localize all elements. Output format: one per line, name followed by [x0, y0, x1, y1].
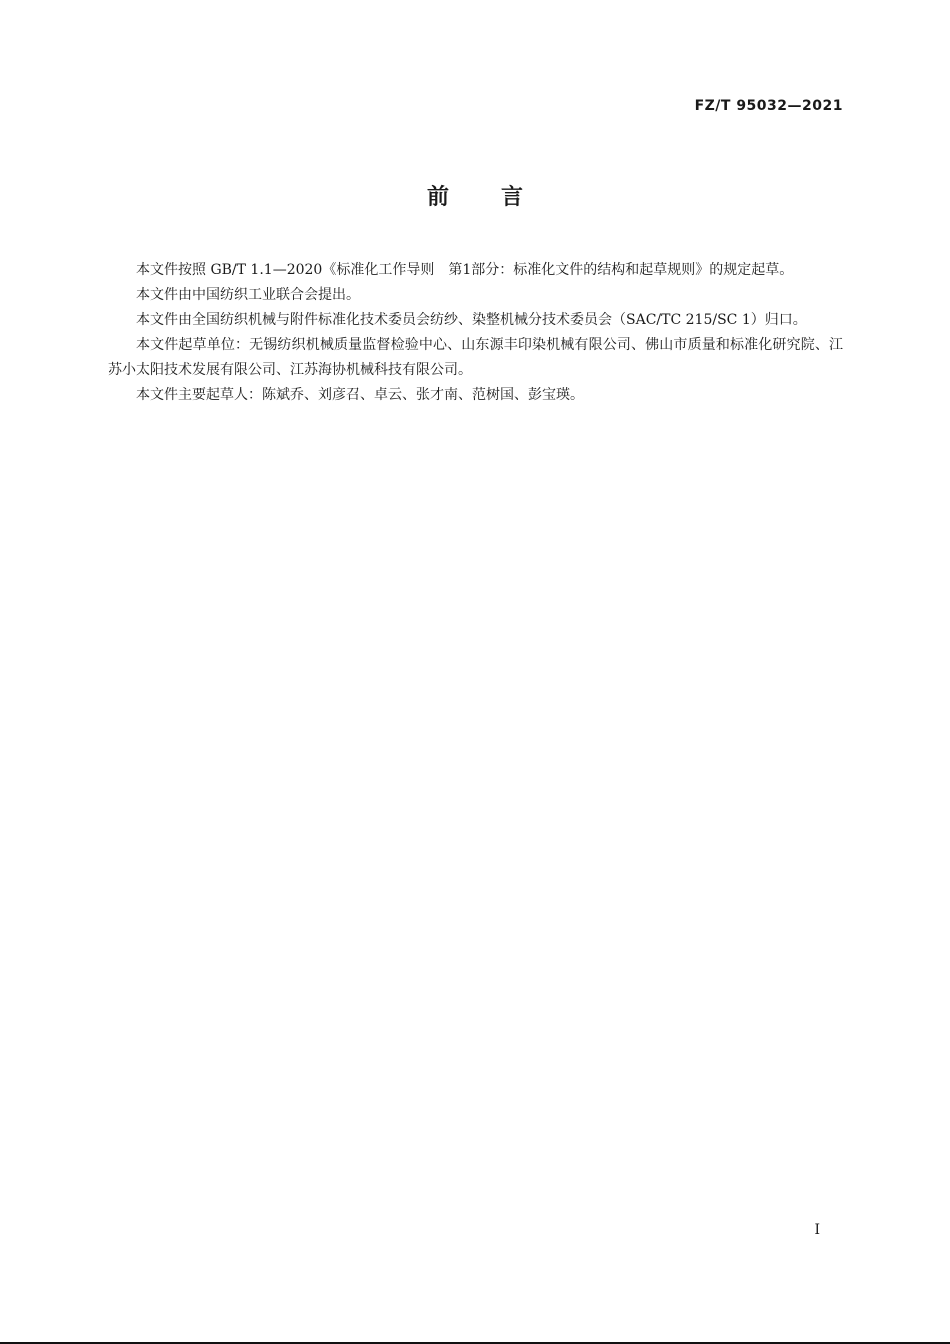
preface-body [108, 258, 843, 408]
paragraph-responsible-committee: 本文件由全国纺织机械与附件标准化技术委员会纺纱、染整机械分技术委员会（SAC/TC 215/SC 1）归口。 [136, 312, 807, 328]
document-code: FZ/T 95032—2021 [694, 98, 843, 114]
page-title: 前言 [426, 185, 575, 210]
paragraph-drafting-rules: 本文件按照 GB/T 1.1—2020《标准化工作导则 第1部分：标准化文件的结构和起草规则》的规定起草。 [136, 262, 794, 278]
paragraph-main-drafters: 本文件主要起草人：陈斌乔、刘彦召、卓云、张才南、范树国、彭宝瑛。 [136, 387, 584, 403]
paragraph-proposer: 本文件由中国纺织工业联合会提出。 [136, 287, 360, 303]
page-number: I [814, 1222, 820, 1238]
paragraph-drafting-units: 本文件起草单位：无锡纺织机械质量监督检验中心、山东源丰印染机械有限公司、佛山市质量和标准化研究院、江苏小太阳技术发展有限公司、江苏海协机械科技有限公司。 [108, 337, 843, 378]
